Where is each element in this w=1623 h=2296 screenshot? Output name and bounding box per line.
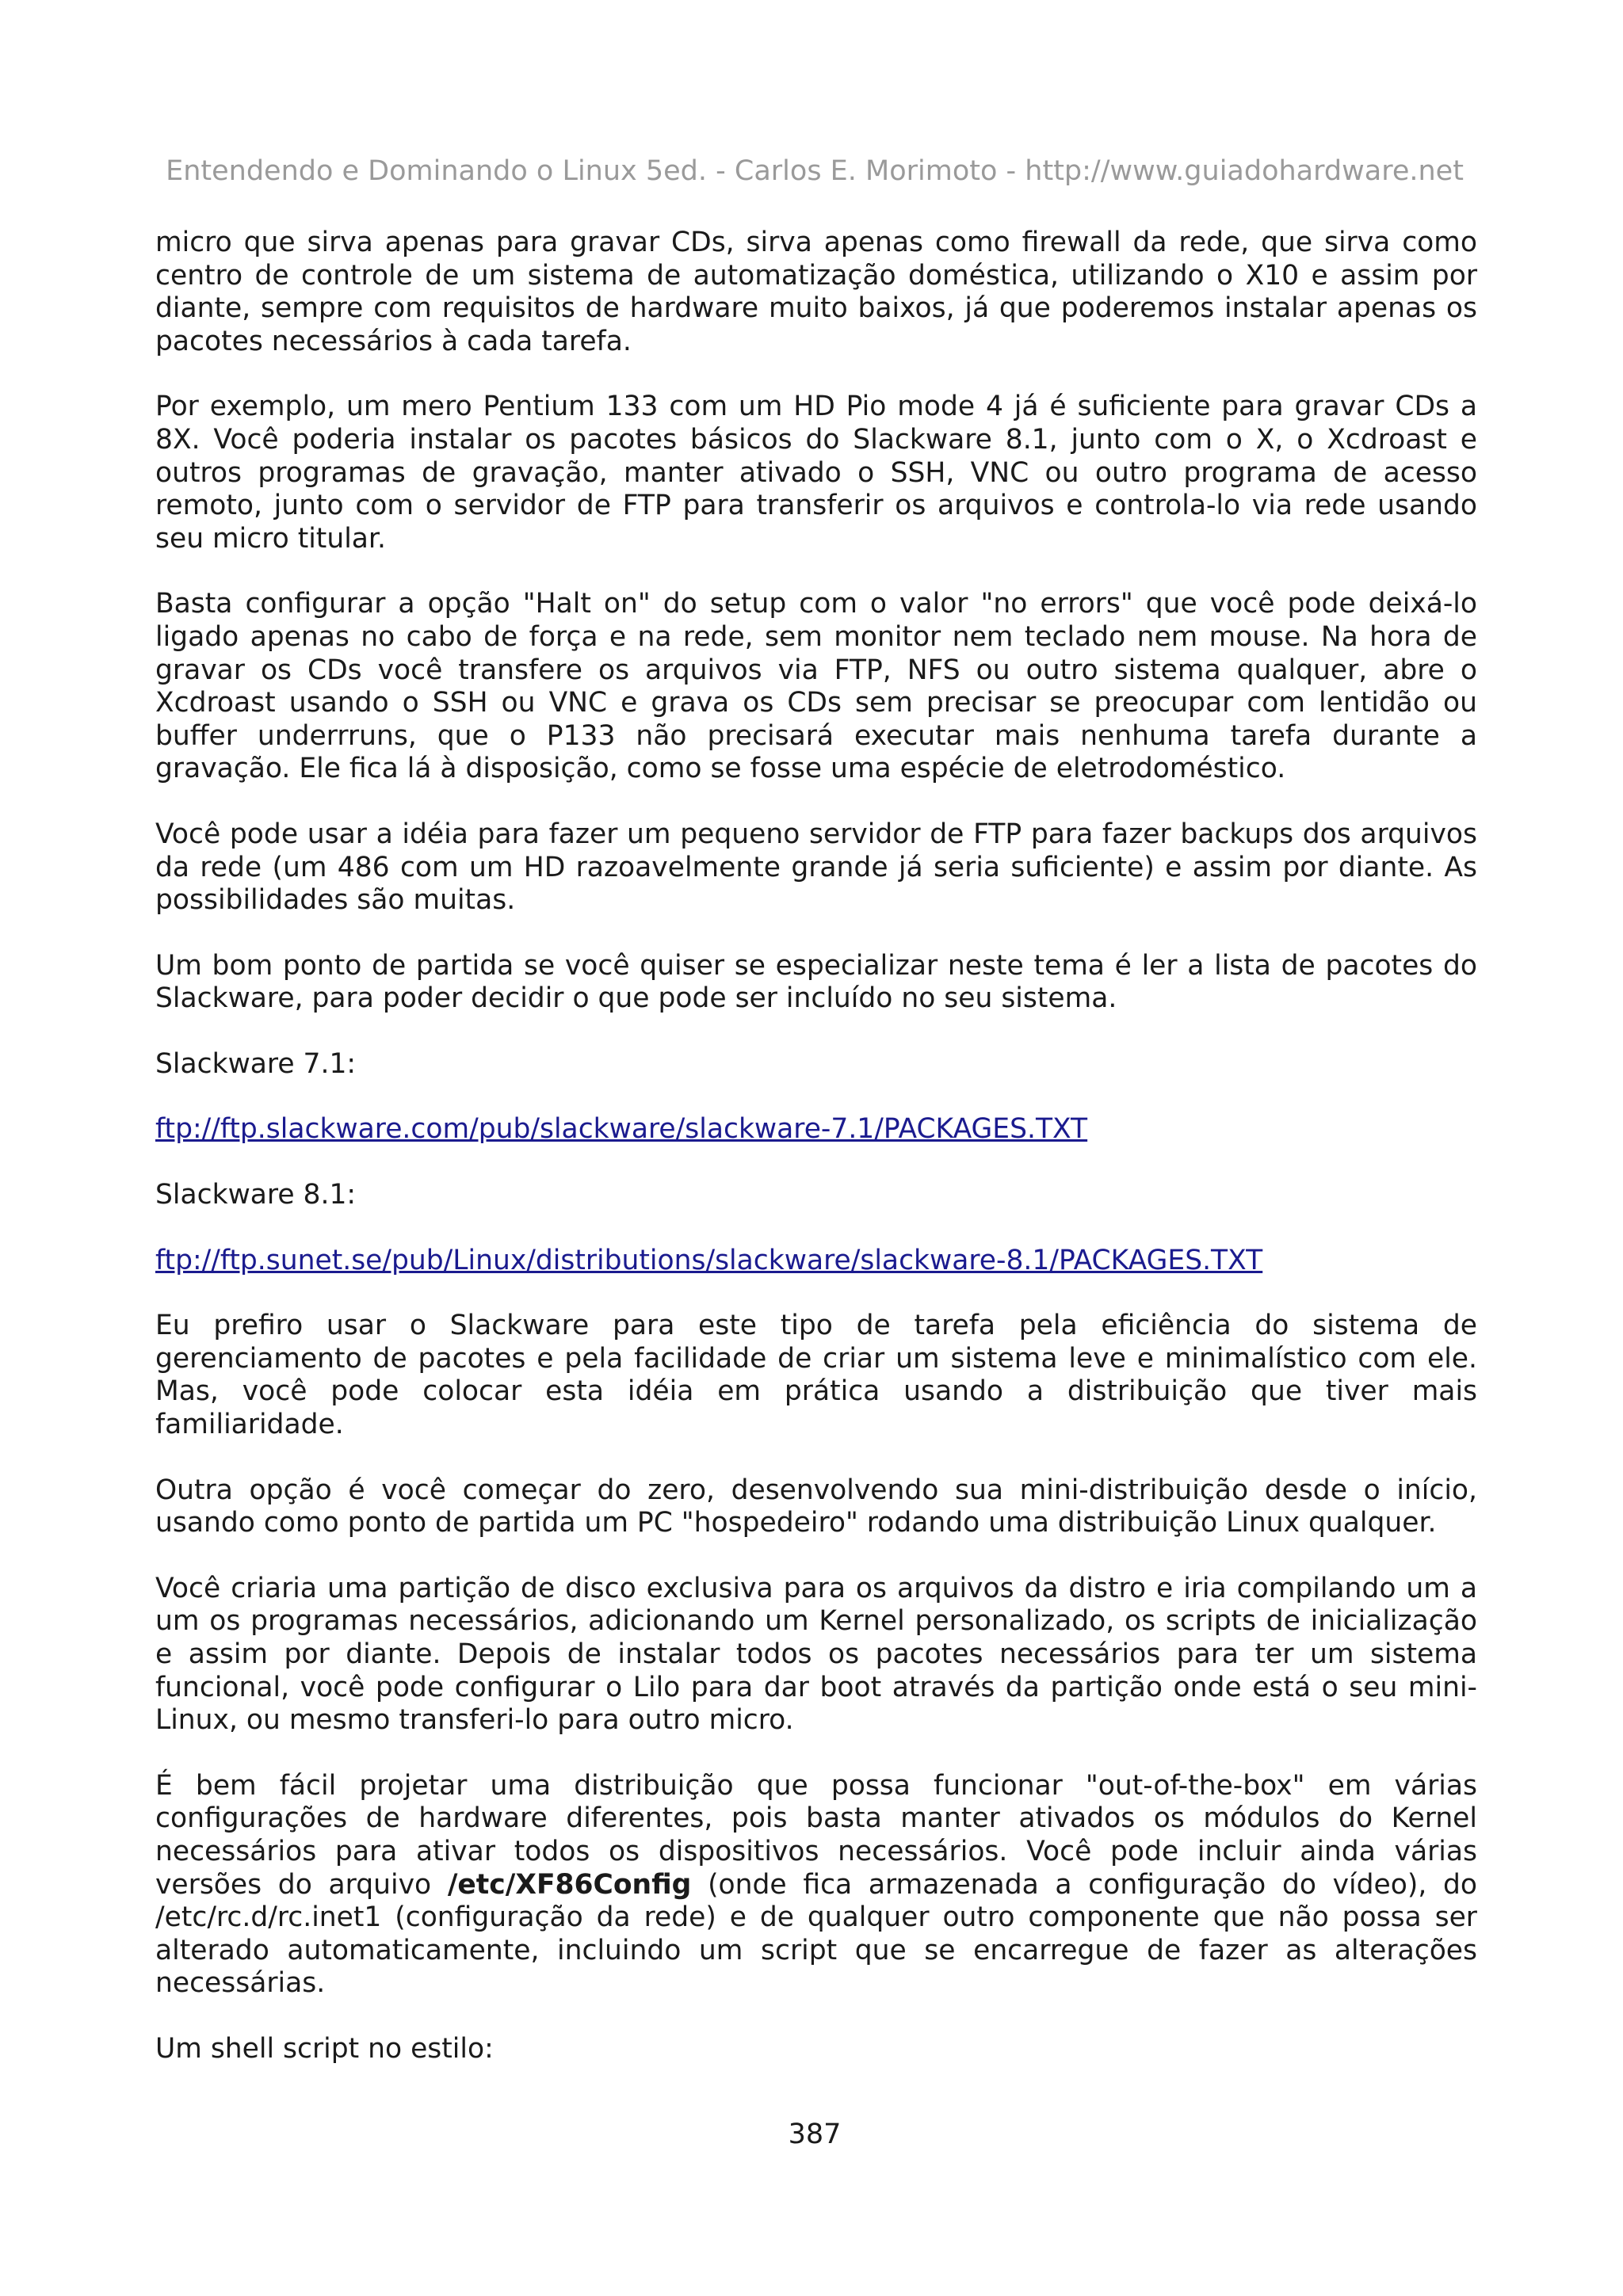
slackware-81-label: Slackware 8.1: (155, 1179, 357, 1211)
paragraph: Um bom ponto de partida se você quiser se especializar neste tema é ler a lista de pacotes do Slackware, para poder decidir o que pode ser incluído no seu sistema. (155, 949, 1477, 1015)
page-number: 387 (788, 2119, 842, 2150)
slackware-71-label: Slackware 7.1: (155, 1047, 357, 1080)
slackware-71-packages-link[interactable]: ftp://ftp.slackware.com/pub/slackware/slackware-7.1/PACKAGES.TXT (155, 1113, 1088, 1146)
xf86config-path: /etc/XF86Config (447, 1868, 692, 1901)
page-body (155, 227, 1477, 2099)
paragraph: Você pode usar a idéia para fazer um pequeno servidor de FTP para fazer backups dos arquivos da rede (um 486 com um HD razoavelmente grande já seria suficiente) e assim por diante. As possibilidades são muitas. (155, 818, 1477, 917)
paragraph (155, 1770, 1477, 2000)
paragraph: Outra opção é você começar do zero, desenvolvendo sua mini-distribuição desde o início, usando como ponto de partida um PC "hospedeiro" rodando uma distribuição Linux qualquer. (155, 1474, 1477, 1539)
paragraph: Um shell script no estilo: (155, 2032, 494, 2065)
paragraph-text: É bem fácil projetar uma distribuição que possa funcionar "out-of-the-box" em várias configurações de hardware diferentes, pois basta manter ativados os módulos do Kernel necessários para ativar todos os dispositivos necessários. Você pode incluir ainda várias versões do arquivo (155, 1769, 1477, 1901)
paragraph: Por exemplo, um mero Pentium 133 com um HD Pio mode 4 já é suficiente para gravar CDs a 8X. Você poderia instalar os pacotes básicos do Slackware 8.1, junto com o X, o Xcdroast e outros programas de gravação, manter ativado o SSH, VNC ou outro programa de acesso remoto, junto com o servidor de FTP para transferir os arquivos e controla-lo via rede usando seu micro titular. (155, 391, 1477, 555)
paragraph-text: (onde fica armazenada a configuração do vídeo), do /etc/rc.d/rc.inet1 (configuração da rede) e de qualquer outro componente que não possa ser alterado automaticamente, incluindo um script que se encarregue de fazer as alterações necessárias. (155, 1868, 1478, 2000)
paragraph: Basta configurar a opção "Halt on" do setup com o valor "no errors" que você pode deixá-lo ligado apenas no cabo de força e na rede, sem monitor nem teclado nem mouse. Na hora de gravar os CDs você transfere os arquivos via FTP, NFS ou outro sistema qualquer, abre o Xcdroast usando o SSH ou VNC e grava os CDs sem precisar se preocupar com lentidão ou buffer underrruns, que o P133 não precisará executar mais nenhuma tarefa durante a gravação. Ele fica lá à disposição, como se fosse uma espécie de eletrodoméstico. (155, 588, 1477, 785)
paragraph: Eu prefiro usar o Slackware para este tipo de tarefa pela eficiência do sistema de gerenciamento de pacotes e pela facilidade de criar um sistema leve e minimalístico com ele. Mas, você pode colocar esta idéia em prática usando a distribuição que tiver mais familiaridade. (155, 1310, 1477, 1441)
paragraph: micro que sirva apenas para gravar CDs, sirva apenas como firewall da rede, que sirva como centro de controle de um sistema de automatização doméstica, utilizando o X10 e assim por diante, sempre com requisitos de hardware muito baixos, já que poderemos instalar apenas os pacotes necessários à cada tarefa. (155, 227, 1477, 357)
paragraph: Você criaria uma partição de disco exclusiva para os arquivos da distro e iria compilando um a um os programas necessários, adicionando um Kernel personalizado, os scripts de inicialização e assim por diante. Depois de instalar todos os pacotes necessários para ter um sistema funcional, você pode configurar o Lilo para dar boot através da partição onde está o seu mini-Linux, ou mesmo transferi-lo para outro micro. (155, 1572, 1477, 1737)
slackware-81-packages-link[interactable]: ftp://ftp.sunet.se/pub/Linux/distributions/slackware/slackware-8.1/PACKAGES.TXT (155, 1244, 1263, 1276)
running-header: Entendendo e Dominando o Linux 5ed. - Carlos E. Morimoto - http://www.guiadohardware.net (166, 155, 1464, 187)
slackware-71-link-line (155, 1113, 1477, 1146)
slackware-81-link-line (155, 1245, 1477, 1278)
